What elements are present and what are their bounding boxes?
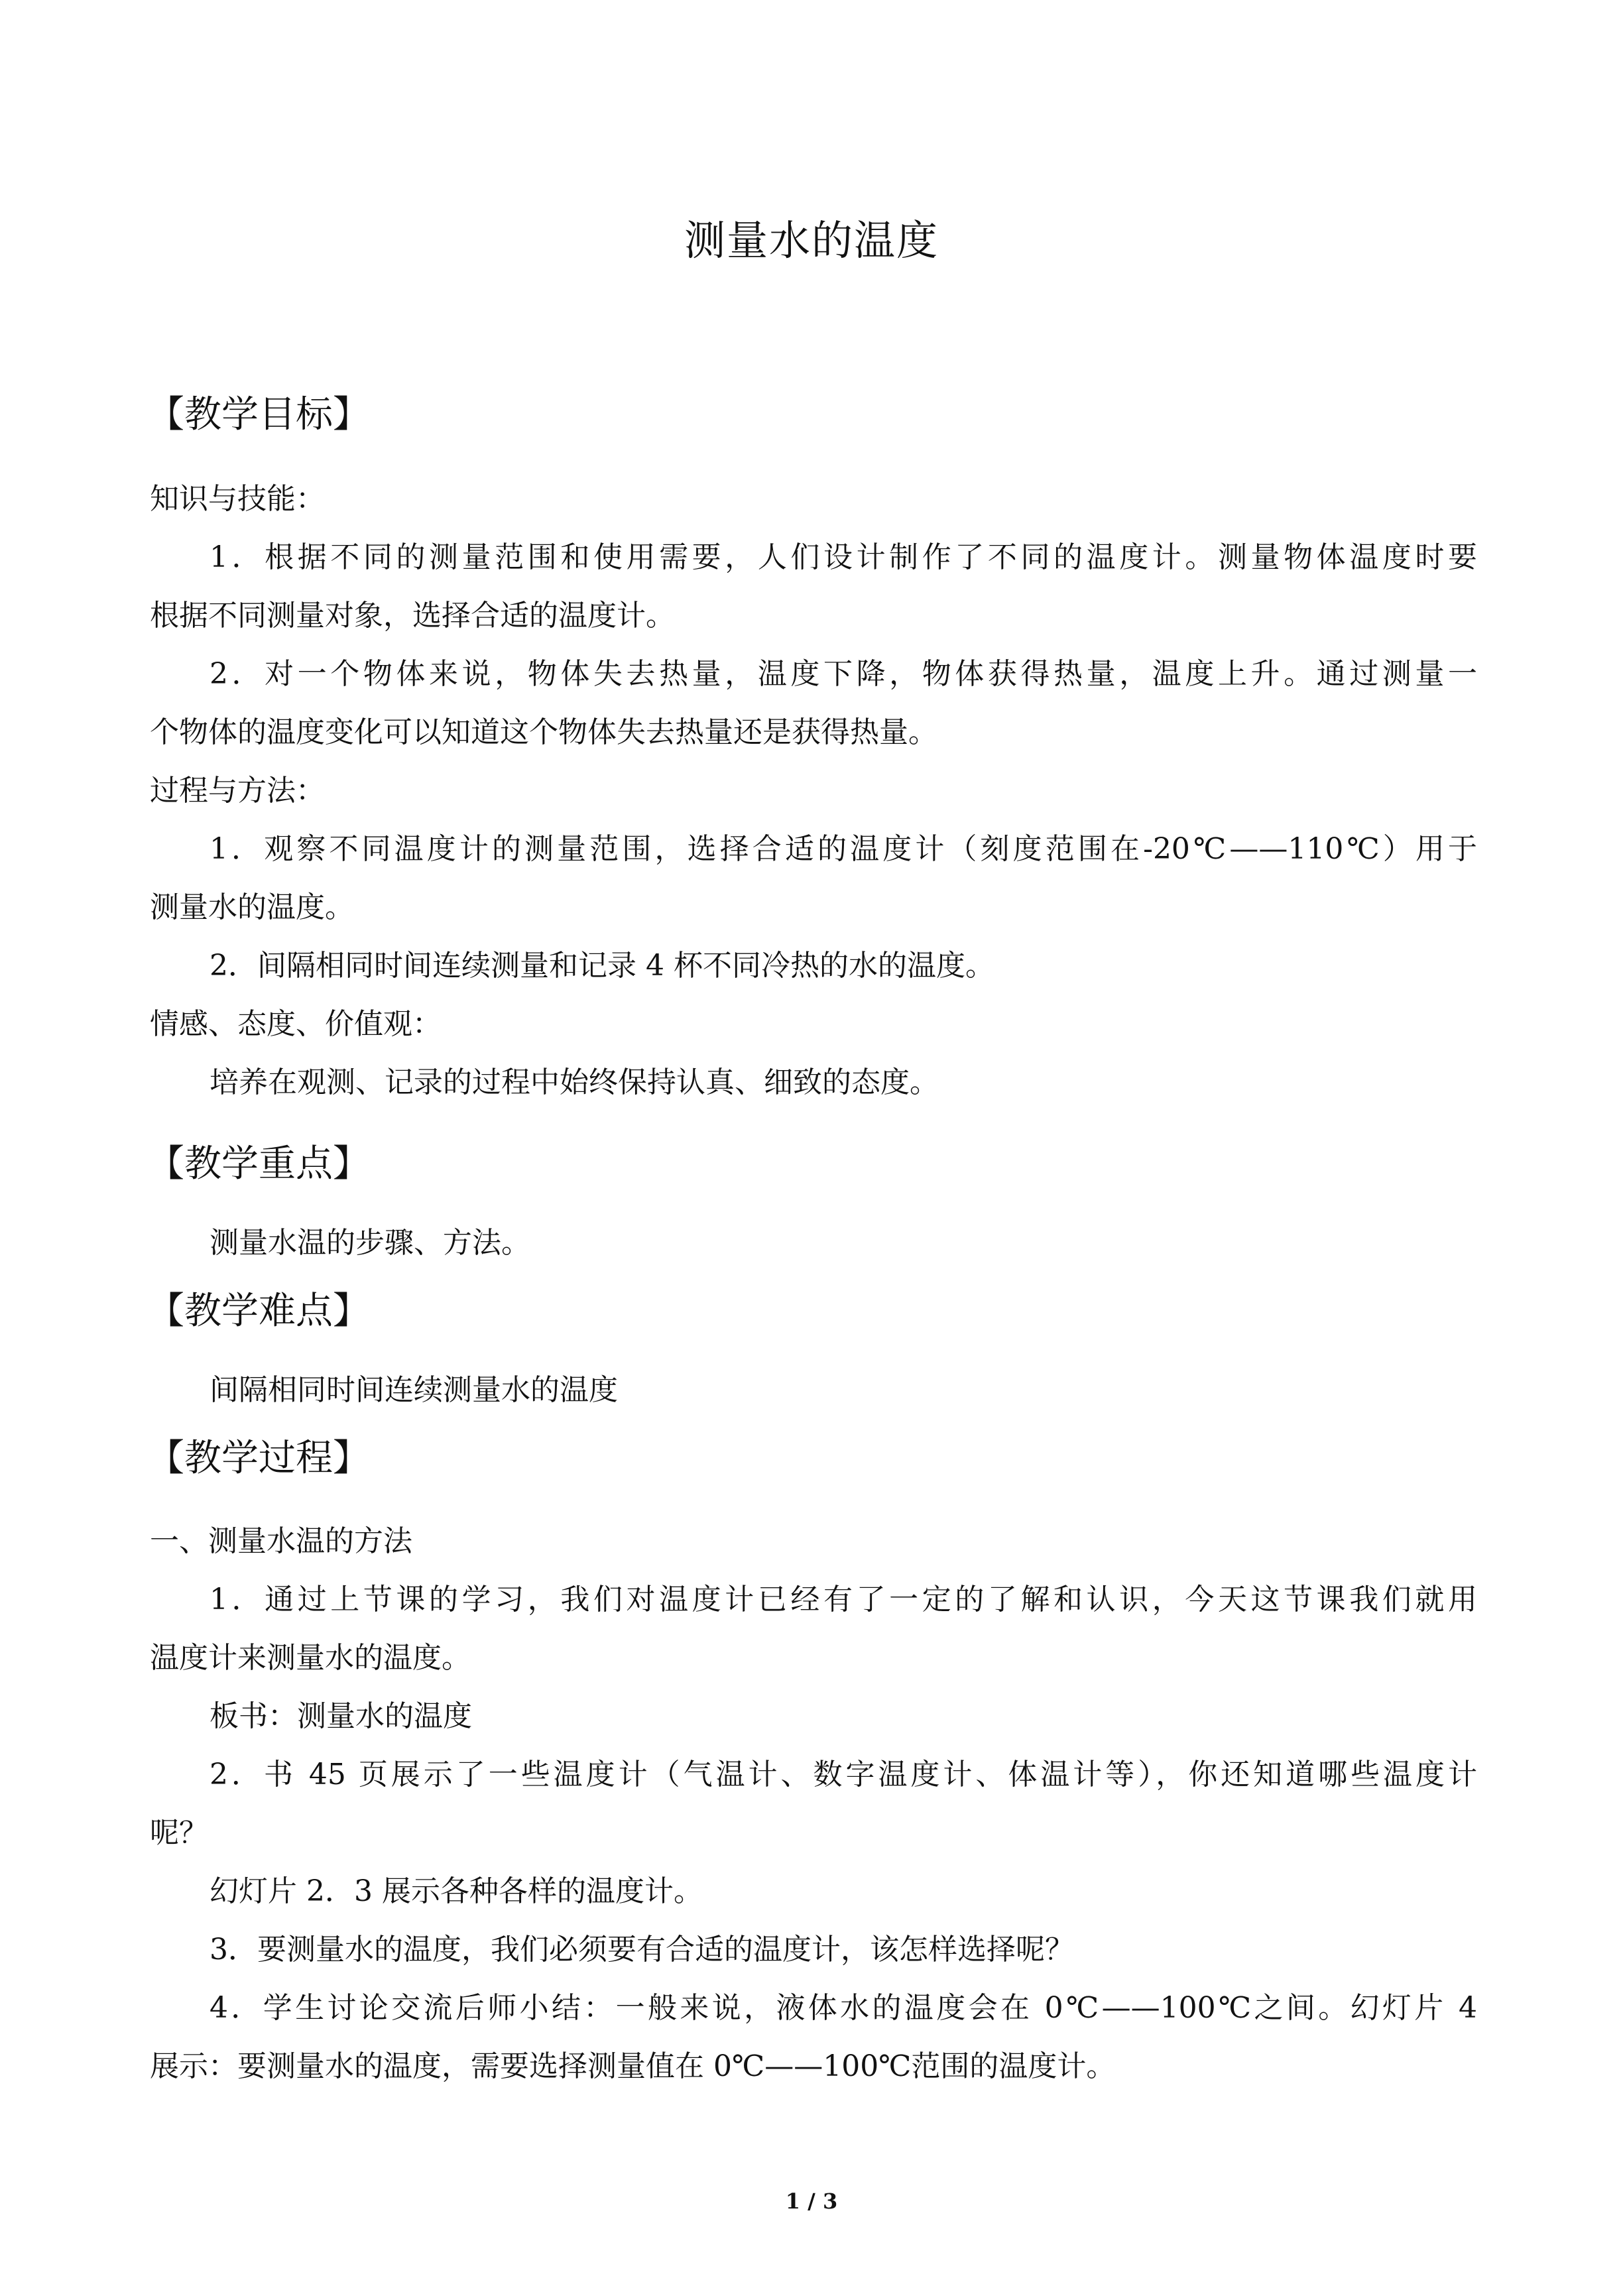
paragraph-line: 根据不同测量对象，选择合适的温度计。: [150, 599, 675, 633]
paragraph-line: 培养在观测、记录的过程中始终保持认真、细致的态度。: [210, 1065, 939, 1099]
document-title: 测量水的温度: [684, 216, 939, 265]
paragraph-line: 展示：要测量水的温度，需要选择测量值在 0℃——100℃范围的温度计。: [150, 2049, 1116, 2083]
paragraph-line: 个物体的温度变化可以知道这个物体失去热量还是获得热量。: [150, 715, 937, 749]
paragraph-line: 2．书 45 页展示了一些温度计（气温计、数字温度计、体温计等），你还知道哪些温度计: [210, 1758, 1477, 1791]
paragraph-line: 1．通过上节课的学习，我们对温度计已经有了一定的了解和认识，今天这节课我们就用: [210, 1583, 1477, 1616]
paragraph-line: 测量水的温度。: [150, 890, 354, 924]
paragraph-line: 间隔相同时间连续测量水的温度: [210, 1373, 618, 1407]
paragraph-line: 呢？: [150, 1816, 208, 1850]
section-heading-process: 【教学过程】: [147, 1437, 370, 1480]
paragraph-line: 幻灯片 2．3 展示各种各样的温度计。: [210, 1874, 703, 1908]
paragraph-line: 测量水温的步骤、方法。: [210, 1226, 530, 1260]
subheading-emotion: 情感、态度、价值观：: [150, 1007, 442, 1041]
paragraph-line: 板书：测量水的温度: [210, 1699, 472, 1733]
subheading-process-method: 过程与方法：: [150, 774, 325, 808]
section-heading-goals: 【教学目标】: [147, 393, 370, 436]
paragraph-line: 3．要测量水的温度，我们必须要有合适的温度计，该怎样选择呢？: [210, 1933, 1074, 1966]
paragraph-line: 2．间隔相同时间连续测量和记录 4 杯不同冷热的水的温度。: [210, 949, 994, 983]
paragraph-line: 1．根据不同的测量范围和使用需要，人们设计制作了不同的温度计。测量物体温度时要: [210, 540, 1477, 574]
paragraph-line: 2．对一个物体来说，物体失去热量，温度下降，物体获得热量，温度上升。通过测量一: [210, 657, 1477, 691]
section-heading-difficulties: 【教学难点】: [147, 1290, 370, 1333]
subheading-knowledge: 知识与技能：: [150, 482, 325, 516]
subheading-part-one: 一、测量水温的方法: [150, 1524, 412, 1558]
paragraph-line: 4．学生讨论交流后师小结：一般来说，液体水的温度会在 0℃——100℃之间。幻灯片 4: [210, 1991, 1477, 2025]
paragraph-line: 温度计来测量水的温度。: [150, 1641, 471, 1675]
paragraph-line: 1．观察不同温度计的测量范围，选择合适的温度计（刻度范围在-20℃——110℃）用于: [210, 832, 1477, 866]
section-heading-key-points: 【教学重点】: [147, 1142, 370, 1185]
page-number: 1 / 3: [785, 2189, 838, 2214]
